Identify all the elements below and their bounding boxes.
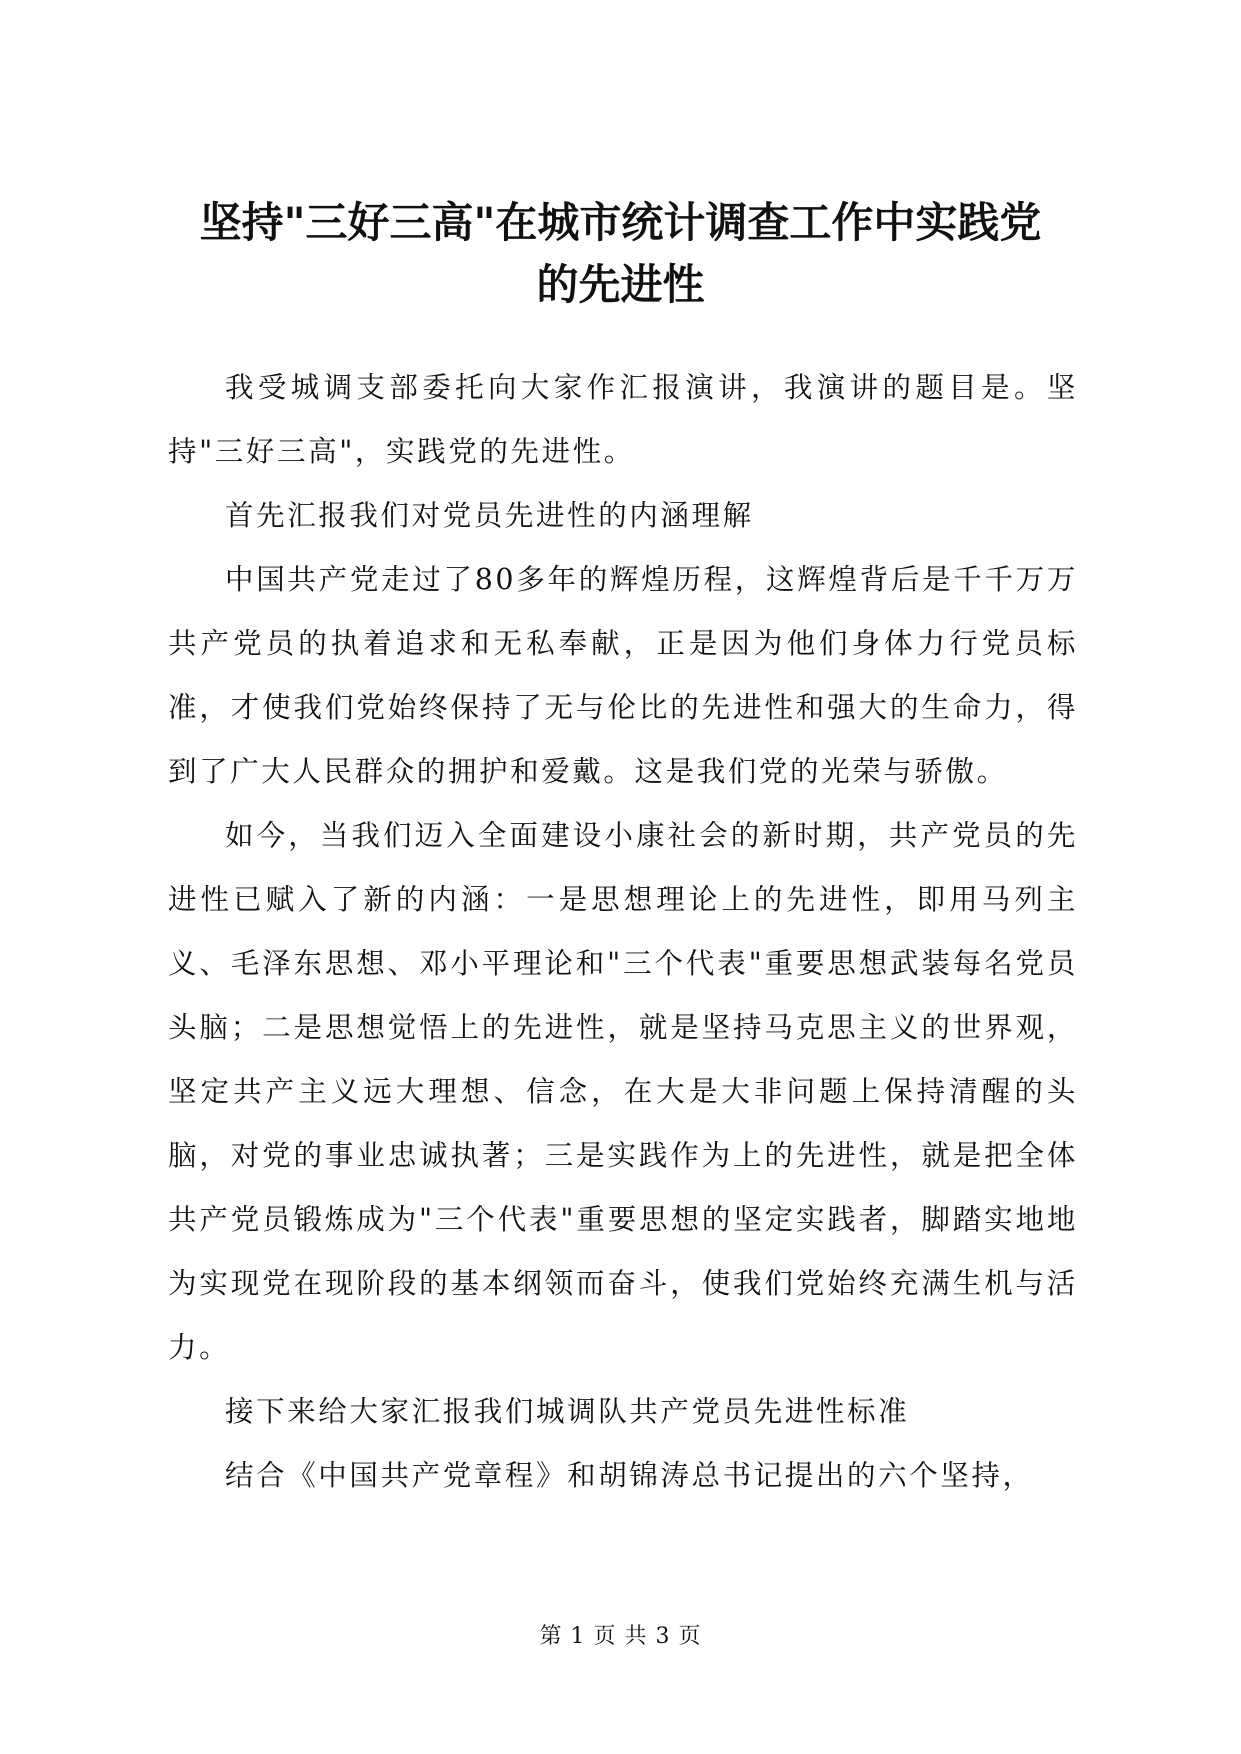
paragraph-intro: 我受城调支部委托向大家作汇报演讲，我演讲的题目是。坚持"三好三高"，实践党的先进性。	[168, 371, 1078, 468]
paragraph-section-heading-2: 接下来给大家汇报我们城调队共产党员先进性标准	[225, 1395, 910, 1428]
paragraph-section-heading-1: 首先汇报我们对党员先进性的内涵理解	[225, 499, 754, 532]
title-line-1: 坚持"三好三高"在城市统计调查工作中实践党	[199, 198, 1042, 247]
paragraph-standards: 结合《中国共产党章程》和胡锦涛总书记提出的六个坚持，	[225, 1459, 1034, 1492]
paragraph-new-era: 如今，当我们迈入全面建设小康社会的新时期，共产党员的先进性已赋入了新的内涵：一是思想理论上的先进性，即用马列主义、毛泽东思想、邓小平理论和"三个代表"重要思想武装每名党员头脑；二是思想觉悟上的先进性，就是坚持马克思主义的世界观，坚定共产主义远大理想、信念，在大是大非问题上保持清醒的头脑，对党的事业忠诚执著；三是实践作为上的先进性，就是把全体共产党员锻炼成为"三个代表"重要思想的坚定实践者，脚踏实地地为实现党在现阶段的基本纲领而奋斗，使我们党始终充满生机与活力。	[168, 819, 1078, 1364]
page-number-footer: 第 1 页 共 3 页	[539, 1624, 702, 1649]
document-body	[168, 356, 1078, 1508]
title-line-2: 的先进性	[536, 260, 705, 309]
paragraph-history: 中国共产党走过了80多年的辉煌历程，这辉煌背后是千千万万共产党员的执着追求和无私奉献，正是因为他们身体力行党员标准，才使我们党始终保持了无与伦比的先进性和强大的生命力，得到了广大人民群众的拥护和爱戴。这是我们党的光荣与骄傲。	[168, 563, 1078, 788]
document-title	[150, 192, 1091, 316]
